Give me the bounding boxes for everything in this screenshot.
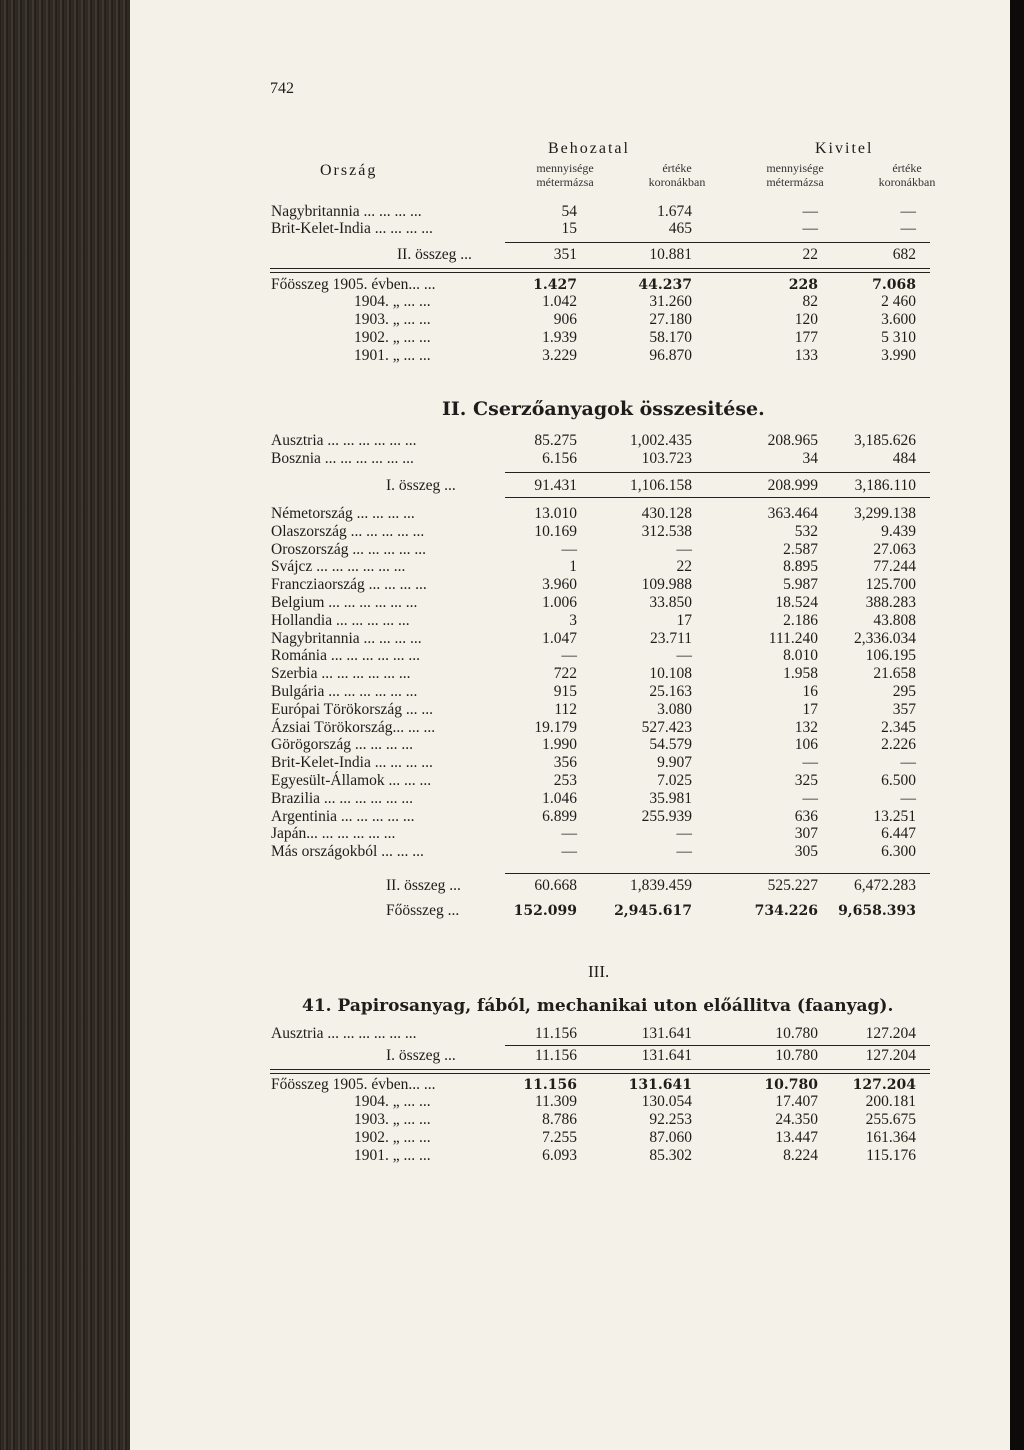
table-row: [130, 754, 1010, 772]
export-quantity-cell: 10.780: [775, 1047, 818, 1064]
row-label: Bosznia ... ... ... ... ... ...: [271, 450, 414, 467]
import-value-cell: —: [676, 843, 692, 861]
export-value-cell: 43.808: [873, 611, 916, 629]
export-value-cell: —: [900, 220, 916, 237]
import-value-cell: 31.260: [649, 293, 692, 310]
column-subheader-unit: koronákban: [648, 175, 706, 189]
import-value-cell: 131.641: [641, 1025, 692, 1042]
export-quantity-cell: 34: [802, 450, 818, 467]
export-quantity-cell: 132: [794, 718, 818, 736]
import-value-cell: 92.253: [649, 1111, 692, 1128]
export-quantity-cell: —: [802, 754, 818, 772]
export-value-cell: 2.345: [881, 718, 916, 736]
import-value-cell: 23.711: [649, 629, 692, 647]
import-quantity-cell: 7.255: [542, 1129, 577, 1146]
export-quantity-cell: 120: [794, 311, 818, 328]
page-number: 742: [270, 80, 294, 97]
export-value-cell: 127.204: [865, 1025, 916, 1042]
table-rule: [505, 497, 930, 498]
row-label: Argentinia ... ... ... ... ...: [271, 807, 415, 825]
import-quantity-cell: 1.046: [542, 789, 577, 807]
import-value-cell: —: [676, 825, 692, 843]
export-quantity-cell: 18.524: [775, 594, 818, 611]
import-quantity-cell: 91.431: [534, 477, 577, 494]
table-rule: [270, 1069, 930, 1074]
import-quantity-cell: 85.275: [534, 432, 577, 449]
table-row: [130, 1147, 1010, 1165]
import-value-cell: 1,106.158: [630, 477, 692, 494]
export-value-cell: 3,185.626: [854, 432, 916, 449]
export-quantity-cell: 2.587: [783, 540, 818, 558]
export-quantity-cell: 532: [794, 522, 818, 540]
column-subheader-unit: métermázsa: [766, 175, 824, 189]
import-value-cell: 25.163: [649, 683, 692, 700]
row-label: Svájcz ... ... ... ... ... ...: [271, 558, 406, 576]
book-page: [130, 0, 1010, 1450]
export-value-cell: 21.658: [873, 665, 916, 683]
import-quantity-cell: 11.156: [534, 1047, 577, 1064]
import-value-cell: 58.170: [649, 329, 692, 346]
row-label: Főösszeg ...: [386, 902, 460, 919]
export-quantity-cell: 22: [802, 246, 818, 263]
import-quantity-cell: 152.099: [513, 903, 577, 919]
column-subheader: értéke: [892, 161, 922, 175]
row-label: Főösszeg 1905. évben... ...: [271, 276, 436, 293]
export-value-cell: 13.251: [873, 807, 916, 825]
import-value-cell: 85.302: [649, 1147, 692, 1164]
row-label: Nagybritannia ... ... ... ...: [271, 629, 422, 647]
export-value-cell: 295: [892, 683, 916, 700]
row-label: I. összeg ...: [386, 1047, 456, 1064]
export-value-cell: 200.181: [865, 1093, 916, 1110]
export-quantity-cell: 13.447: [775, 1129, 818, 1146]
export-value-cell: 77.244: [873, 558, 916, 576]
export-value-cell: 7.068: [872, 277, 916, 293]
row-label: 1901. „ ... ...: [354, 1147, 431, 1164]
country-column-header: Ország: [320, 162, 378, 179]
table-row: [130, 1076, 1010, 1094]
export-value-cell: —: [900, 789, 916, 807]
row-label: Bulgária ... ... ... ... ... ...: [271, 683, 418, 700]
export-quantity-cell: 17: [802, 700, 818, 718]
import-quantity-cell: 60.668: [534, 877, 577, 894]
section-roman-numeral: III.: [588, 962, 610, 981]
import-quantity-cell: 11.156: [534, 1025, 577, 1042]
row-label: Ausztria ... ... ... ... ... ...: [271, 1025, 417, 1042]
export-value-cell: —: [900, 203, 916, 220]
export-quantity-cell: 82: [802, 293, 818, 310]
import-value-cell: 312.538: [641, 522, 692, 540]
column-subheader-unit: métermázsa: [536, 175, 594, 189]
import-quantity-cell: 1.990: [542, 736, 577, 754]
export-quantity-cell: 177: [794, 329, 818, 346]
row-label: 1902. „ ... ...: [354, 1129, 431, 1146]
export-column-header: Kivitel: [815, 140, 874, 157]
export-value-cell: 9,658.393: [838, 903, 916, 919]
export-value-cell: 6.500: [881, 772, 916, 789]
import-quantity-cell: 906: [553, 311, 577, 328]
import-column-header: Behozatal: [548, 140, 630, 157]
row-label: Főösszeg 1905. évben... ...: [271, 1076, 436, 1093]
import-value-cell: 10.881: [649, 246, 692, 263]
table-row: [130, 1129, 1010, 1147]
export-value-cell: 2.226: [881, 736, 916, 754]
export-quantity-cell: —: [802, 220, 818, 237]
import-quantity-cell: —: [561, 647, 577, 665]
import-value-cell: —: [676, 647, 692, 665]
row-label: 1903. „ ... ...: [354, 1111, 431, 1128]
table-row: [130, 683, 1010, 701]
row-label: Oroszország ... ... ... ... ...: [271, 540, 426, 558]
import-quantity-cell: —: [561, 825, 577, 843]
import-value-cell: 1,839.459: [630, 877, 692, 894]
row-label: Belgium ... ... ... ... ... ...: [271, 594, 418, 611]
row-label: Japán... ... ... ... ... ...: [271, 825, 396, 843]
column-subheader: mennyisége: [766, 161, 824, 175]
import-value-cell: 35.981: [649, 789, 692, 807]
import-quantity-cell: 915: [553, 683, 577, 700]
import-value-cell: 22: [676, 558, 692, 576]
table-row: [130, 329, 1010, 347]
row-label: 1901. „ ... ...: [354, 347, 431, 364]
import-quantity-cell: 15: [561, 220, 577, 237]
export-value-cell: 127.204: [865, 1047, 916, 1064]
import-value-cell: 130.054: [641, 1093, 692, 1110]
row-label: Brit-Kelet-India ... ... ... ...: [271, 220, 433, 237]
table-row: [130, 612, 1010, 630]
export-quantity-cell: 111.240: [768, 629, 818, 647]
import-value-cell: 9.907: [657, 754, 692, 772]
row-label: Hollandia ... ... ... ... ...: [271, 611, 410, 629]
export-quantity-cell: 16: [802, 683, 818, 700]
export-quantity-cell: 10.780: [775, 1025, 818, 1042]
import-value-cell: 3.080: [657, 700, 692, 718]
export-quantity-cell: 307: [794, 825, 818, 843]
table-row: [130, 719, 1010, 737]
export-quantity-cell: 8.224: [783, 1147, 818, 1164]
table-row: [130, 594, 1010, 612]
table-row: [130, 541, 1010, 559]
row-label: Ázsiai Törökország... ... ...: [271, 718, 436, 736]
export-quantity-cell: 8.895: [783, 558, 818, 576]
import-quantity-cell: 1.939: [542, 329, 577, 346]
row-label: Európai Törökország ... ...: [271, 700, 433, 718]
export-value-cell: 6.447: [881, 825, 916, 843]
table-row: [130, 902, 1010, 920]
export-value-cell: 6,472.283: [854, 877, 916, 894]
export-value-cell: 255.675: [865, 1111, 916, 1128]
import-quantity-cell: —: [561, 540, 577, 558]
table-row: [130, 1111, 1010, 1129]
table-row: [130, 576, 1010, 594]
import-quantity-cell: 1.042: [542, 293, 577, 310]
import-quantity-cell: 1.427: [533, 277, 577, 293]
row-label: Románia ... ... ... ... ... ...: [271, 647, 420, 665]
table-row: [130, 1047, 1010, 1065]
table-row: [130, 246, 1010, 264]
row-label: 1904. „ ... ...: [354, 293, 431, 310]
export-value-cell: 2 460: [881, 293, 916, 310]
import-value-cell: 87.060: [649, 1129, 692, 1146]
export-quantity-cell: 8.010: [783, 647, 818, 665]
row-label: 1903. „ ... ...: [354, 311, 431, 328]
row-label: II. összeg ...: [397, 246, 472, 263]
import-value-cell: 465: [668, 220, 692, 237]
table-row: [130, 220, 1010, 238]
table-row: [130, 1025, 1010, 1043]
import-quantity-cell: 1.047: [542, 629, 577, 647]
export-value-cell: 6.300: [881, 843, 916, 861]
table-row: [130, 523, 1010, 541]
column-subheader-unit: koronákban: [878, 175, 936, 189]
import-quantity-cell: 11.156: [523, 1077, 577, 1093]
export-quantity-cell: 208.999: [767, 477, 818, 494]
row-label: 1902. „ ... ...: [354, 329, 431, 346]
table-row: [130, 276, 1010, 294]
table-row: [130, 808, 1010, 826]
import-quantity-cell: 54: [561, 203, 577, 220]
export-value-cell: 125.700: [865, 576, 916, 594]
import-quantity-cell: 356: [553, 754, 577, 772]
table-row: [130, 477, 1010, 495]
export-value-cell: 682: [892, 246, 916, 263]
table-row: [130, 701, 1010, 719]
table-rule: [505, 1045, 930, 1046]
row-label: Brazilia ... ... ... ... ... ...: [271, 789, 414, 807]
table-row: [130, 772, 1010, 790]
table-rule: [505, 472, 930, 473]
export-quantity-cell: 305: [794, 843, 818, 861]
import-quantity-cell: 722: [553, 665, 577, 683]
row-label: Szerbia ... ... ... ... ... ...: [271, 665, 411, 683]
import-quantity-cell: 6.156: [542, 450, 577, 467]
import-value-cell: 17: [676, 611, 692, 629]
export-quantity-cell: 208.965: [767, 432, 818, 449]
export-value-cell: 9.439: [881, 522, 916, 540]
export-quantity-cell: 5.987: [783, 576, 818, 594]
table-row: [130, 877, 1010, 895]
export-quantity-cell: 1.958: [783, 665, 818, 683]
row-label: Olaszország ... ... ... ... ...: [271, 522, 425, 540]
import-quantity-cell: 6.899: [542, 807, 577, 825]
import-value-cell: 103.723: [641, 450, 692, 467]
export-quantity-cell: 525.227: [767, 877, 818, 894]
table-row: [130, 647, 1010, 665]
export-quantity-cell: —: [802, 789, 818, 807]
import-value-cell: 96.870: [649, 347, 692, 364]
table-row: [130, 558, 1010, 576]
import-value-cell: 7.025: [657, 772, 692, 789]
import-value-cell: 10.108: [649, 665, 692, 683]
export-value-cell: 388.283: [865, 594, 916, 611]
export-value-cell: 357: [892, 700, 916, 718]
export-value-cell: 106.195: [865, 647, 916, 665]
import-quantity-cell: 3.229: [542, 347, 577, 364]
row-label: Brit-Kelet-India ... ... ... ...: [271, 754, 433, 772]
export-quantity-cell: 2.186: [783, 611, 818, 629]
table-row: [130, 450, 1010, 468]
export-value-cell: 3,299.138: [854, 505, 916, 522]
import-quantity-cell: 6.093: [542, 1147, 577, 1164]
export-quantity-cell: 24.350: [775, 1111, 818, 1128]
row-label: 1904. „ ... ...: [354, 1093, 431, 1110]
import-quantity-cell: 351: [553, 246, 577, 263]
import-value-cell: 1,002.435: [630, 432, 692, 449]
table-row: [130, 347, 1010, 365]
row-label: Egyesült-Államok ... ... ...: [271, 772, 432, 789]
import-value-cell: 2,945.617: [614, 903, 692, 919]
export-value-cell: 3.600: [881, 311, 916, 328]
export-quantity-cell: 228: [788, 277, 818, 293]
table-row: [130, 432, 1010, 450]
row-label: Francziaország ... ... ... ...: [271, 576, 427, 594]
import-quantity-cell: 1: [569, 558, 577, 576]
import-quantity-cell: 19.179: [534, 718, 577, 736]
table-rule: [270, 268, 930, 273]
export-value-cell: 484: [892, 450, 916, 467]
import-quantity-cell: 1.006: [542, 594, 577, 611]
import-value-cell: 255.939: [641, 807, 692, 825]
export-quantity-cell: —: [802, 203, 818, 220]
row-label: Németország ... ... ... ...: [271, 505, 415, 522]
import-value-cell: 27.180: [649, 311, 692, 328]
import-value-cell: —: [676, 540, 692, 558]
row-label: Görögország ... ... ... ...: [271, 736, 414, 754]
book-spine: [0, 0, 140, 1450]
import-quantity-cell: 3: [569, 611, 577, 629]
column-subheader: értéke: [662, 161, 692, 175]
export-quantity-cell: 106: [794, 736, 818, 754]
import-value-cell: 54.579: [649, 736, 692, 754]
import-quantity-cell: —: [561, 843, 577, 861]
export-quantity-cell: 636: [794, 807, 818, 825]
import-quantity-cell: 8.786: [542, 1111, 577, 1128]
import-quantity-cell: 11.309: [534, 1093, 577, 1110]
import-quantity-cell: 112: [554, 700, 577, 718]
table-row: [130, 203, 1010, 221]
import-value-cell: 33.850: [649, 594, 692, 611]
export-value-cell: 3,186.110: [854, 477, 916, 494]
row-label: Más országokból ... ... ...: [271, 843, 424, 861]
export-value-cell: 161.364: [865, 1129, 916, 1146]
import-quantity-cell: 10.169: [534, 522, 577, 540]
import-quantity-cell: 13.010: [534, 505, 577, 522]
import-value-cell: 109.988: [641, 576, 692, 594]
export-quantity-cell: 17.407: [775, 1093, 818, 1110]
import-quantity-cell: 3.960: [542, 576, 577, 594]
export-quantity-cell: 10.780: [764, 1077, 818, 1093]
export-quantity-cell: 734.226: [754, 903, 818, 919]
import-value-cell: 527.423: [641, 718, 692, 736]
import-value-cell: 430.128: [641, 505, 692, 522]
import-value-cell: 44.237: [638, 277, 692, 293]
export-value-cell: 27.063: [873, 540, 916, 558]
export-value-cell: —: [900, 754, 916, 772]
section-title: II. Cserzőanyagok összesitése.: [442, 398, 765, 420]
export-quantity-cell: 363.464: [767, 505, 818, 522]
export-quantity-cell: 133: [794, 347, 818, 364]
import-value-cell: 131.641: [641, 1047, 692, 1064]
import-value-cell: 1.674: [657, 203, 692, 220]
table-row: [130, 1093, 1010, 1111]
table-row: [130, 311, 1010, 329]
table-row: [130, 736, 1010, 754]
table-row: [130, 293, 1010, 311]
table-rule: [505, 242, 930, 243]
table-row: [130, 665, 1010, 683]
row-label: Ausztria ... ... ... ... ... ...: [271, 432, 417, 449]
export-value-cell: 5 310: [881, 329, 916, 346]
row-label: I. összeg ...: [386, 477, 456, 494]
section-title: 41. Papirosanyag, fából, mechanikai uton előállitva (faanyag).: [302, 996, 894, 1016]
table-row: [130, 630, 1010, 648]
table-rule: [505, 873, 930, 874]
row-label: II. összeg ...: [386, 877, 461, 894]
export-value-cell: 3.990: [881, 347, 916, 364]
row-label: Nagybritannia ... ... ... ...: [271, 203, 422, 220]
export-value-cell: 115.176: [866, 1147, 916, 1164]
table-row: [130, 843, 1010, 861]
table-row: [130, 505, 1010, 523]
table-row: [130, 825, 1010, 843]
table-row: [130, 790, 1010, 808]
import-quantity-cell: 253: [553, 772, 577, 789]
column-subheader: mennyisége: [536, 161, 594, 175]
import-value-cell: 131.641: [628, 1077, 692, 1093]
export-value-cell: 2,336.034: [854, 629, 916, 647]
export-quantity-cell: 325: [794, 772, 818, 789]
export-value-cell: 127.204: [852, 1077, 916, 1093]
